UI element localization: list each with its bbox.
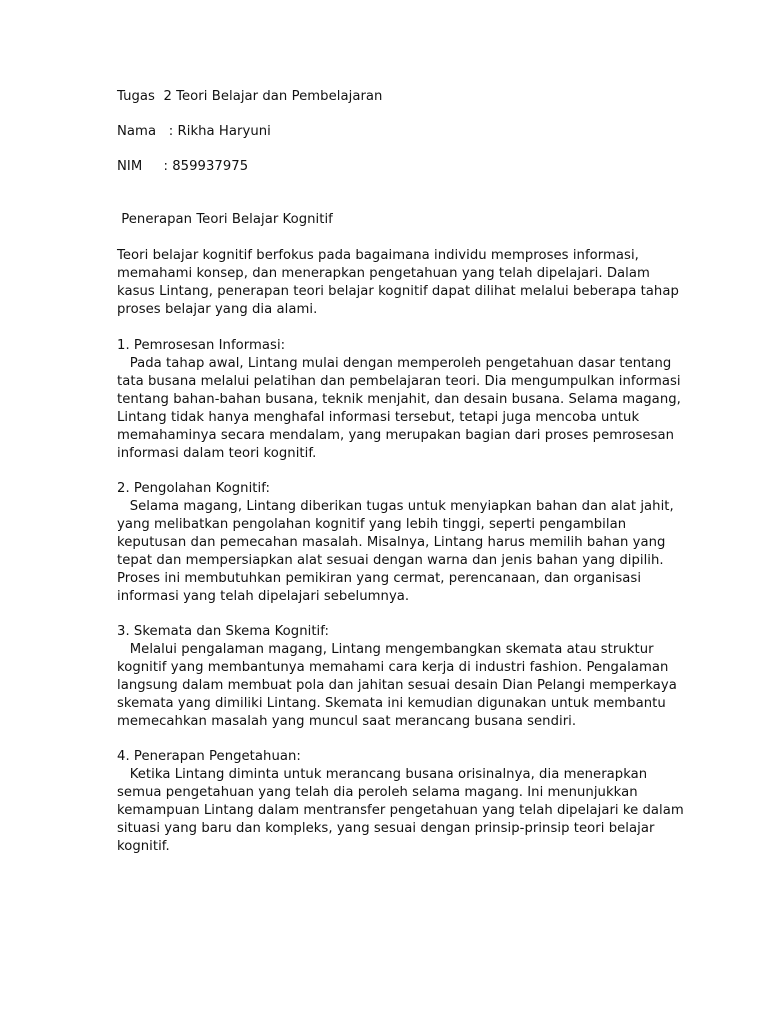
paragraph-line: memecahkan masalah yang muncul saat merancang busana sendiri. — [117, 714, 577, 729]
paragraph-line: kemampuan Lintang dalam mentransfer pengetahuan yang telah dipelajari ke dalam — [117, 803, 684, 818]
subsection-title: 2. Pengolahan Kognitif: — [117, 481, 270, 496]
intro-line: Teori belajar kognitif berfokus pada bagaimana individu memproses informasi, — [117, 248, 639, 263]
student-nim: NIM : 859937975 — [117, 159, 249, 174]
student-name: Nama : Rikha Haryuni — [117, 124, 271, 139]
subsection-title: 3. Skemata dan Skema Kognitif: — [117, 624, 329, 639]
paragraph-line: memahaminya secara mendalam, yang merupakan bagian dari proses pemrosesan — [117, 428, 675, 443]
paragraph-line: informasi dalam teori kognitif. — [117, 446, 317, 461]
intro-line: proses belajar yang dia alami. — [117, 302, 318, 317]
paragraph-line: langsung dalam membuat pola dan jahitan sesuai desain Dian Pelangi memperkaya — [117, 678, 677, 693]
paragraph-line: tentang bahan-bahan busana, teknik menjahit, dan desain busana. Selama magang, — [117, 392, 681, 407]
paragraph-line: kognitif. — [117, 839, 170, 854]
paragraph-line: skemata yang dimiliki Lintang. Skemata ini kemudian digunakan untuk membantu — [117, 696, 666, 711]
paragraph-line: tata busana melalui pelatihan dan pembelajaran teori. Dia mengumpulkan informasi — [117, 374, 681, 389]
paragraph-line: Pada tahap awal, Lintang mulai dengan memperoleh pengetahuan dasar tentang — [117, 356, 672, 371]
subsection-title: 1. Pemrosesan Informasi: — [117, 338, 286, 353]
paragraph-line: Melalui pengalaman magang, Lintang mengembangkan skemata atau struktur — [117, 642, 654, 657]
assignment-title: Tugas 2 Teori Belajar dan Pembelajaran — [117, 89, 383, 104]
paragraph-line: keputusan dan pemecahan masalah. Misalnya, Lintang harus memilih bahan yang — [117, 535, 666, 550]
paragraph-line: informasi yang telah dipelajari sebelumnya. — [117, 589, 410, 604]
paragraph-line: situasi yang baru dan kompleks, yang sesuai dengan prinsip-prinsip teori belajar — [117, 821, 655, 836]
paragraph-line: semua pengetahuan yang telah dia peroleh selama magang. Ini menunjukkan — [117, 785, 638, 800]
subsection-title: 4. Penerapan Pengetahuan: — [117, 749, 301, 764]
intro-line: kasus Lintang, penerapan teori belajar kognitif dapat dilihat melalui beberapa tahap — [117, 284, 679, 299]
intro-line: memahami konsep, dan menerapkan pengetahuan yang telah dipelajari. Dalam — [117, 266, 650, 281]
paragraph-line: Proses ini membutuhkan pemikiran yang cermat, perencanaan, dan organisasi — [117, 571, 642, 586]
paragraph-line: yang melibatkan pengolahan kognitif yang lebih tinggi, seperti pengambilan — [117, 517, 627, 532]
paragraph-line: kognitif yang membantunya memahami cara kerja di industri fashion. Pengalaman — [117, 660, 669, 675]
paragraph-line: Ketika Lintang diminta untuk merancang busana orisinalnya, dia menerapkan — [117, 767, 648, 782]
paragraph-line: tepat dan mempersiapkan alat sesuai dengan warna dan jenis bahan yang dipilih. — [117, 553, 664, 568]
paragraph-line: Lintang tidak hanya menghafal informasi tersebut, tetapi juga mencoba untuk — [117, 410, 640, 425]
section-heading: Penerapan Teori Belajar Kognitif — [117, 212, 333, 227]
paragraph-line: Selama magang, Lintang diberikan tugas untuk menyiapkan bahan dan alat jahit, — [117, 499, 674, 514]
